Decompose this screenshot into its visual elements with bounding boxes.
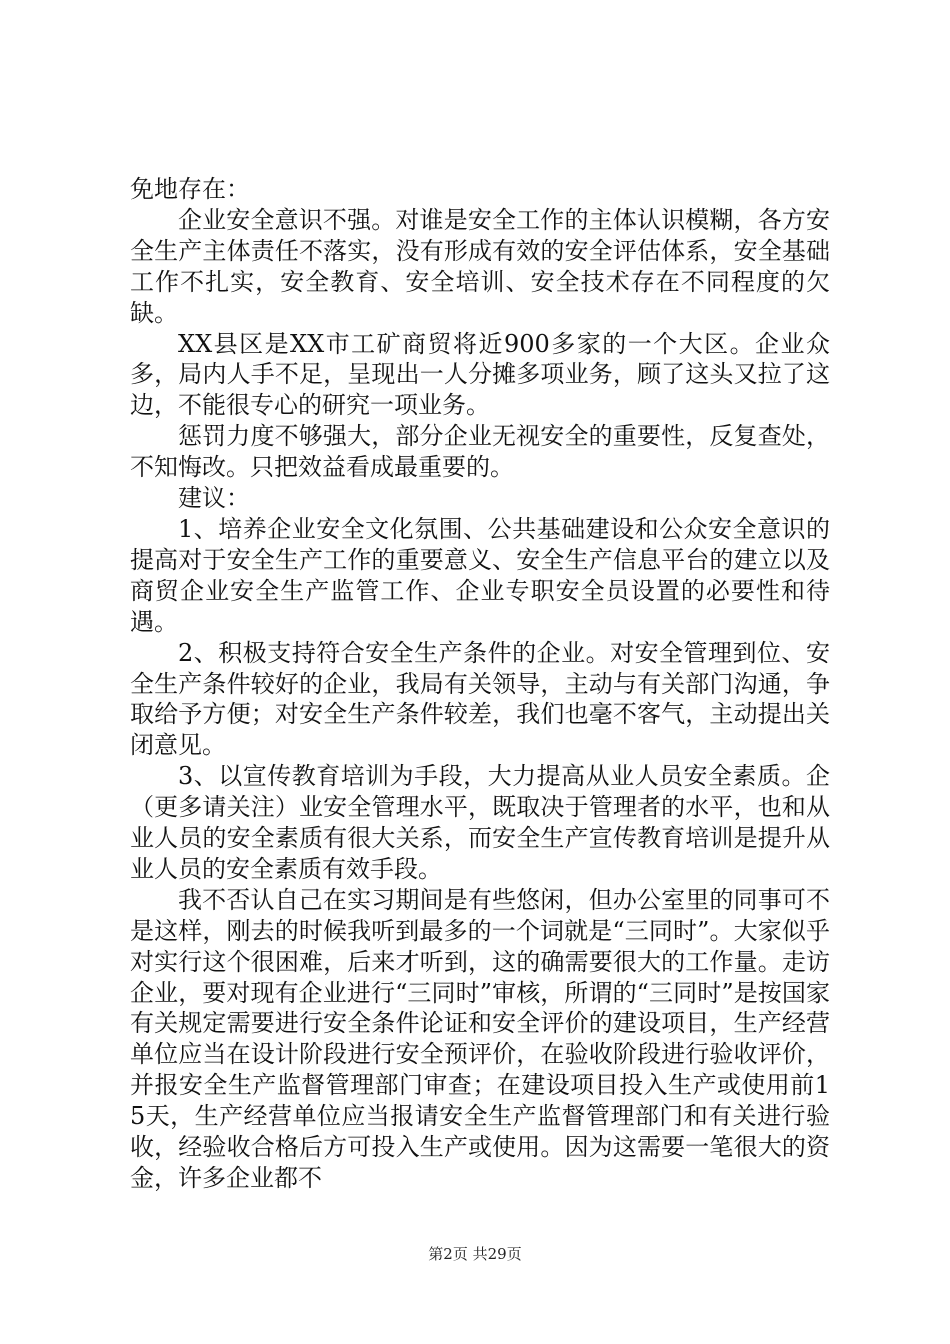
paragraph-suggestion-2: 2、积极支持符合安全生产条件的企业。对安全管理到位、安全生产条件较好的企业，我局有关领导，主动与有关部门沟通，争取给予方便；对安全生产条件较差，我们也毫不客气，主动提出关闭意见。 [130, 638, 830, 760]
page-indicator: 第2页 共29页 [428, 1245, 522, 1263]
document-body [130, 174, 830, 1194]
paragraph-suggestions-heading: 建议： [178, 484, 250, 513]
paragraph-safety-awareness: 企业安全意识不强。对谁是安全工作的主体认识模糊，各方安全生产主体责任不落实，没有形成有效的安全评估体系，安全基础工作不扎实，安全教育、安全培训、安全技术存在不同程度的欠缺。 [130, 205, 830, 327]
page-footer [0, 1244, 950, 1264]
paragraph-suggestion-1: 1、培养企业安全文化氛围、公共基础建设和公众安全意识的提高对于安全生产工作的重要意义、安全生产信息平台的建立以及商贸企业安全生产监管工作、企业专职安全员设置的必要性和待遇。 [130, 514, 830, 636]
paragraph-district-overview: XX县区是XX市工矿商贸将近900多家的一个大区。企业众多，局内人手不足，呈现出一人分摊多项业务，顾了这头又拉了这边，不能很专心的研究一项业务。 [130, 329, 830, 420]
paragraph-penalty-strength: 惩罚力度不够强大，部分企业无视安全的重要性，反复查处，不知悔改。只把效益看成最重要的。 [130, 422, 830, 482]
paragraph-suggestion-3: 3、以宣传教育培训为手段，大力提高从业人员安全素质。企（更多请关注）业安全管理水平，既取决于管理者的水平，也和从业人员的安全素质有很大关系，而安全生产宣传教育培训是提升从业人员的安全素质有效手段。 [130, 762, 830, 883]
paragraph-internship-reflection: 我不否认自己在实习期间是有些悠闲，但办公室里的同事可不是这样，刚去的时候我听到最多的一个词就是“三同时”。大家似乎对实行这个很困难，后来才听到，这的确需要很大的工作量。走访企业，要对现有企业进行“三同时”审核，所谓的“三同时”是按国家有关规定需要进行安全条件论证和安全评价的建设项目，生产经营单位应当在设计阶段进行安全预评价，在验收阶段进行验收评价，并报安全生产监督管理部门审查；在建设项目投入生产或使用前15天，生产经营单位应当报请安全生产监督管理部门和有关进行验收，经验收合格后方可投入生产或使用。因为这需要一笔很大的资金，许多企业都不 [130, 885, 830, 1192]
paragraph-continuation: 免地存在： [130, 175, 250, 203]
